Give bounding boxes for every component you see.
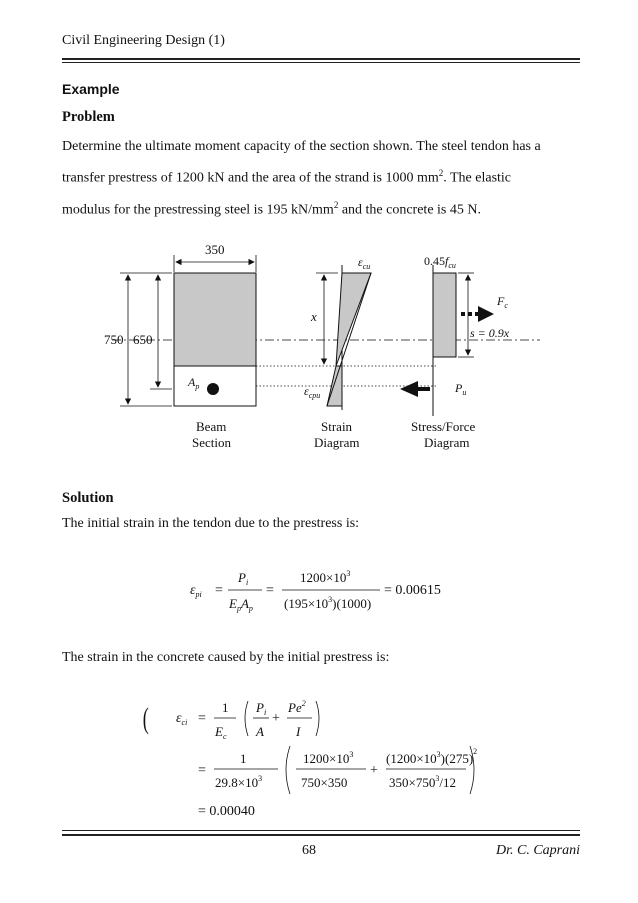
solution-heading: Solution (62, 490, 114, 506)
footer-rule-thin (62, 830, 580, 831)
beam-caption-1: Beam (196, 419, 227, 434)
running-header: Civil Engineering Design (1) (62, 33, 225, 48)
problem-heading: Problem (62, 109, 115, 125)
svg-text:= 0.00040: = 0.00040 (198, 804, 255, 819)
svg-text:(: ( (142, 702, 149, 736)
strain-caption-1: Strain (321, 419, 353, 434)
svg-text:A: A (256, 724, 264, 739)
svg-text:=: = (215, 583, 223, 598)
example-label: Example (62, 81, 120, 97)
footer-rule (62, 834, 580, 836)
svg-text:1200×103: $1200\times 10^3$ (300, 569, 351, 585)
svg-text:29.8×103: $29.8\times 10^3$ (215, 774, 263, 790)
width-label: 350 (205, 242, 225, 257)
problem-line-1: Determine the ultimate moment capacity of the section shown. The steel tendon has a (62, 139, 541, 154)
svg-text:εpi: $\varepsilon_{pi}$ (190, 583, 202, 599)
tendon-area-label: $A_p$ (188, 375, 200, 391)
compression-strain (336, 273, 371, 366)
svg-text:= 0.00615: = 0.00615 (384, 583, 441, 598)
svg-text:=: = (198, 711, 206, 726)
svg-text:=: = (198, 763, 206, 778)
svg-text:Pe2: Pe$^2$ (288, 699, 306, 715)
effective-depth-label: 650 (133, 332, 153, 347)
page-number: 68 (302, 843, 316, 858)
compression-zone (174, 273, 256, 366)
tendon-force-label: $P_u$ (455, 381, 467, 397)
tendon-dot (207, 383, 219, 395)
tendon-force-arrow (400, 381, 418, 397)
strain-bottom-label: $\varepsilon_{cpu}$ (304, 384, 321, 400)
stress-caption-2: Diagram (424, 435, 470, 450)
svg-text:Ec: $E_c$ (215, 724, 227, 741)
strain-caption-2: Diagram (314, 435, 360, 450)
author-name: Dr. C. Caprani (495, 843, 580, 858)
solution-line-1: The initial strain in the tendon due to the prestress is: (62, 516, 360, 531)
equation-tendon-strain (190, 569, 441, 613)
svg-text:750×350: 750×350 (301, 775, 348, 790)
svg-text:350×7503/12: $350\times 750^3/12$ (389, 774, 456, 790)
solution-line-2: The strain in the concrete caused by the initial prestress is: (62, 650, 390, 665)
svg-text:1: 1 (240, 751, 247, 766)
equation-concrete-strain (143, 699, 477, 819)
svg-text:εci: $\varepsilon_{ci}$ (176, 711, 188, 727)
svg-text:+: + (370, 763, 378, 778)
svg-text:Pi: $P_i$ (238, 570, 249, 587)
svg-text:Pi: $P_i$ (256, 700, 267, 717)
svg-text:=: = (266, 583, 274, 598)
total-depth-label: 750 (104, 332, 124, 347)
beam-caption-2: Section (192, 435, 231, 450)
stress-top-label: $0.45f_{cu}$ (424, 254, 456, 270)
svg-text:1: 1 (222, 700, 229, 715)
svg-text:+: + (272, 711, 280, 726)
svg-text:(1200×103)(275)2: $(1200\times 10^3)(275)^2$ (386, 747, 478, 766)
svg-text:I: I (296, 724, 301, 739)
compression-force-label: $F_c$ (497, 294, 508, 310)
block-depth-label: s = 0.9x (470, 326, 510, 340)
svg-text:1200×103: $1200\times 10^3$ (303, 750, 354, 766)
problem-line-3: modulus for the prestressing steel is 195 $kN/mm^2$ and the concrete is 45 N. (62, 199, 481, 218)
problem-line-2: transfer prestress of 1200 kN and the area of the strand is 1000 $mm^2$. The elastic (62, 168, 512, 186)
strain-top-label: $\varepsilon_{cu}$ (358, 255, 371, 271)
svg-text:(195×103)(1000): $(195\times 10^3)(1000)$ (284, 595, 372, 611)
na-depth-label: x (311, 309, 317, 324)
stress-block (433, 273, 456, 357)
svg-text:EpAp: $E_pA_p$ (229, 596, 253, 613)
stress-caption-1: Stress/Force (411, 419, 476, 434)
